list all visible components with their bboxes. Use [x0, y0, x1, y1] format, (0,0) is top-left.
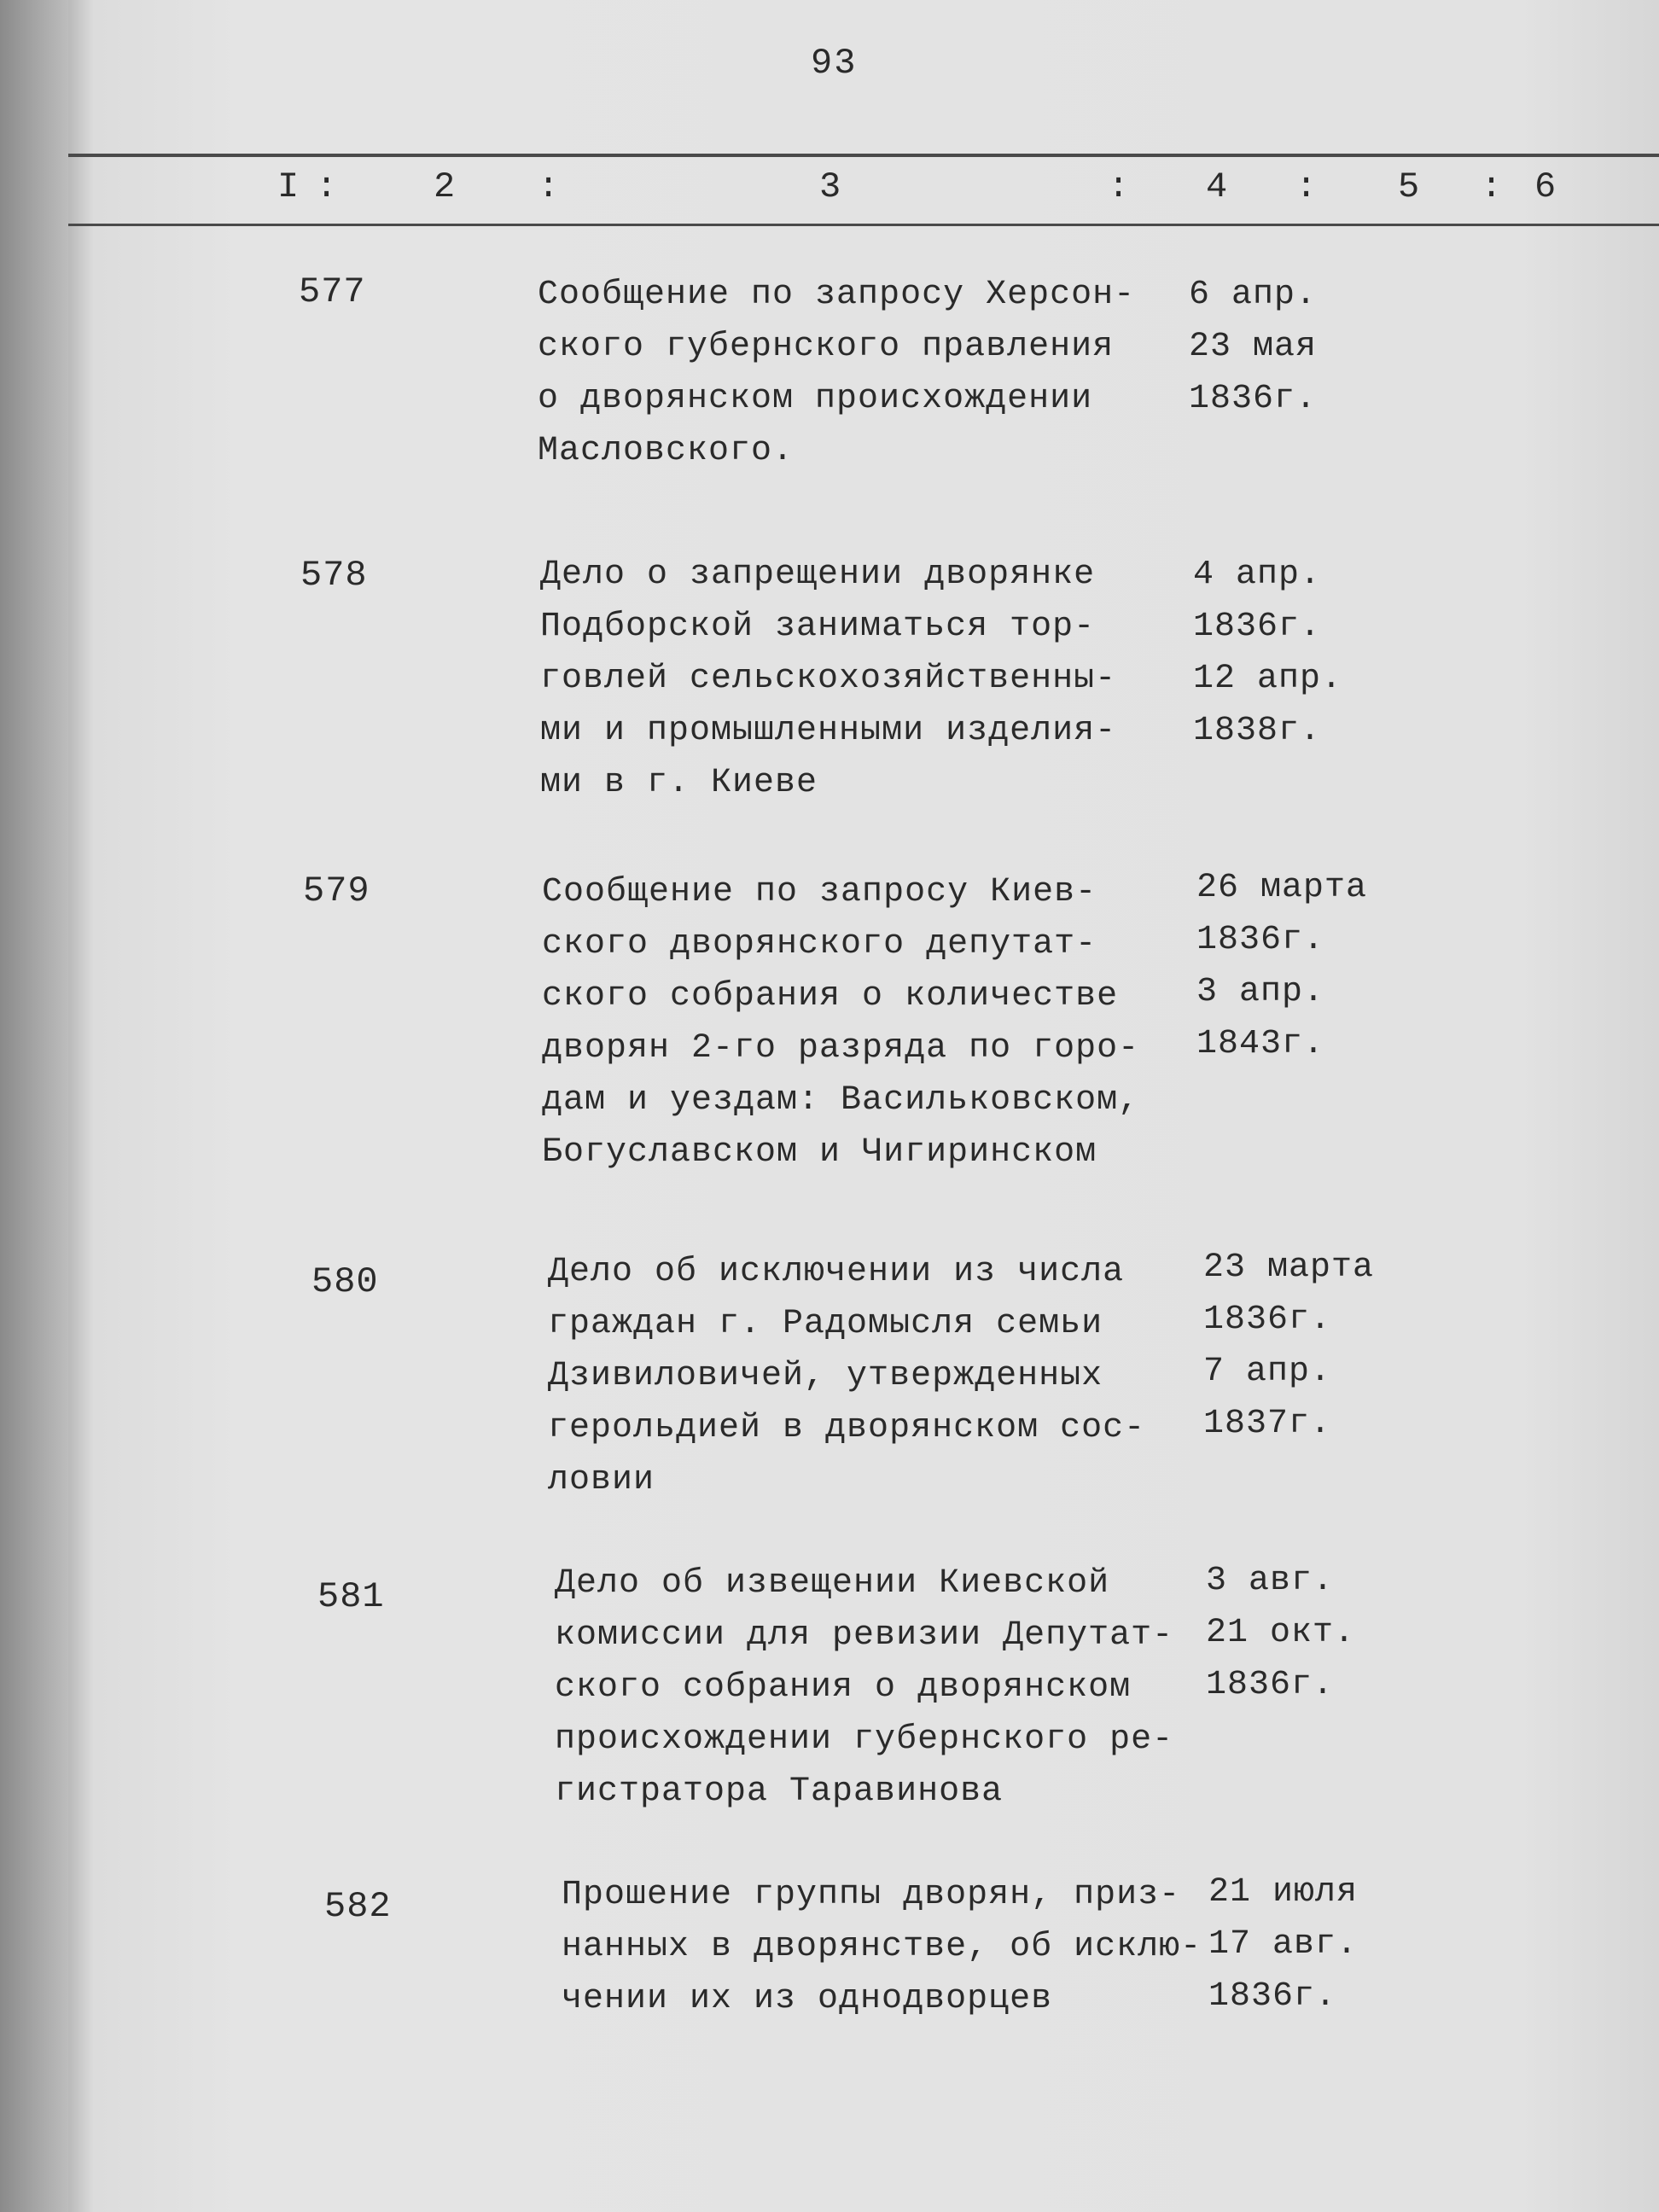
- header-separator: :: [1108, 166, 1130, 207]
- page-edge-shadow: [0, 0, 68, 2212]
- record-title: Прошение группы дворян, приз- нанных в дворянстве, об исклю- чении их из однодворцев: [562, 1876, 1202, 2018]
- header-col-6: 6: [1534, 166, 1557, 207]
- header-separator: :: [1295, 166, 1318, 207]
- record-title: Сообщение по запросу Киев- ского дворянского депутат- ского собрания о количестве дворян 2-го разряда по горо- дам и уездам: Васильковском, Богуславском и Чигиринском: [542, 873, 1140, 1172]
- record-number: 582: [324, 1886, 392, 1927]
- header-rule-top: [68, 154, 1659, 157]
- record-dates: 3 авг. 21 окт. 1836г.: [1206, 1562, 1356, 1704]
- record-number: 579: [303, 870, 370, 911]
- archive-page: [68, 0, 1659, 2212]
- record-dates: 23 марта 1836г. 7 апр. 1837г.: [1203, 1249, 1375, 1443]
- record-dates: 26 марта 1836г. 3 апр. 1843г.: [1196, 869, 1368, 1063]
- record-dates: 6 апр. 23 мая 1836г.: [1189, 276, 1318, 418]
- record-dates: 21 июля 17 авг. 1836г.: [1208, 1873, 1359, 2016]
- record-dates: 4 апр. 1836г. 12 апр. 1838г.: [1193, 556, 1343, 750]
- header-col-2: 2: [434, 166, 456, 207]
- header-separator: :: [1481, 166, 1503, 207]
- header-col-3: 3: [819, 166, 841, 207]
- header-separator: :: [316, 166, 338, 207]
- record-title: Дело об исключении из числа граждан г. Радомысля семьи Дзивиловичей, утвержденных герольдией в дворянском сос- ловии: [548, 1253, 1146, 1499]
- header-col-4: 4: [1206, 166, 1228, 207]
- record-title: Сообщение по запросу Херсон- ского губернского правления о дворянском происхождении Масловского.: [538, 276, 1136, 470]
- header-separator: :: [538, 166, 560, 207]
- record-title: Дело об извещении Киевской комиссии для ревизии Депутат- ского собрания о дворянском происхождении губернского ре- гистратора Таравинова: [555, 1564, 1174, 1811]
- record-number: 577: [299, 271, 366, 312]
- header-col-5: 5: [1398, 166, 1420, 207]
- record-number: 578: [300, 555, 368, 596]
- header-rule-bottom: [68, 224, 1659, 226]
- record-number: 581: [317, 1576, 385, 1617]
- page-number: 93: [811, 43, 858, 84]
- record-number: 580: [311, 1261, 379, 1302]
- header-col-1: I: [277, 166, 300, 207]
- record-title: Дело о запрещении дворянке Подборской заниматься тор- говлей сельскохозяйственны- ми и промышленными изделия- ми в г. Киеве: [540, 556, 1117, 802]
